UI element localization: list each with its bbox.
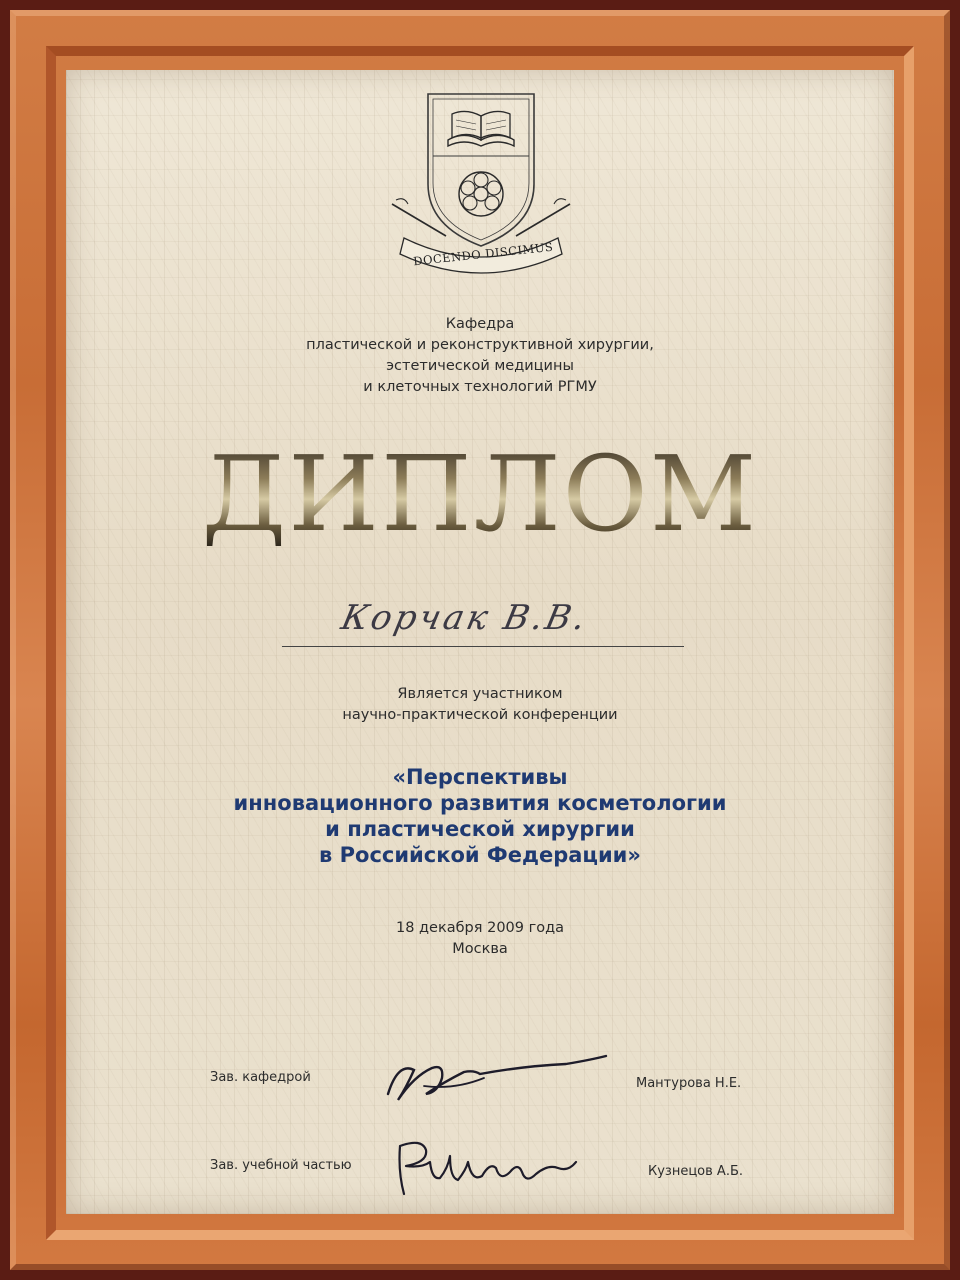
diploma-sheet [66, 70, 894, 1214]
conference-line: и пластической хирургии [325, 817, 635, 841]
emblem-motto: DOCENDO DISCIMUS [412, 239, 554, 269]
department-line: эстетической медицины [386, 358, 574, 374]
department-block [66, 314, 894, 398]
recipient-name: Корчак В.В. [337, 598, 592, 638]
department-line: и клеточных технологий РГМУ [363, 379, 597, 395]
participation-line: Является участником [397, 686, 563, 702]
signature-2-icon [392, 1132, 582, 1202]
conference-title [66, 764, 894, 868]
signature-role: Зав. учебной частью [210, 1158, 352, 1173]
event-info [66, 918, 894, 960]
diploma-title: ДИПЛОМ [66, 442, 894, 546]
department-line: пластической и реконструктивной хирургии, [306, 337, 654, 353]
event-city: Москва [452, 941, 508, 957]
department-line: Кафедра [445, 316, 515, 332]
signature-1-icon [384, 1042, 614, 1112]
event-date: 18 декабря 2009 года [395, 920, 565, 936]
participation-block [66, 684, 894, 726]
conference-line: инновационного развития косметологии [233, 791, 727, 815]
signatory-name: Мантурова Н.Е. [636, 1076, 742, 1091]
signature-role: Зав. кафедрой [210, 1070, 311, 1085]
participation-line: научно-практической конференции [342, 707, 618, 723]
recipient-line [282, 592, 684, 647]
signatory-name: Кузнецов А.Б. [648, 1164, 744, 1179]
conference-line: в Российской Федерации» [319, 843, 641, 867]
conference-line: «Перспективы [392, 765, 568, 789]
